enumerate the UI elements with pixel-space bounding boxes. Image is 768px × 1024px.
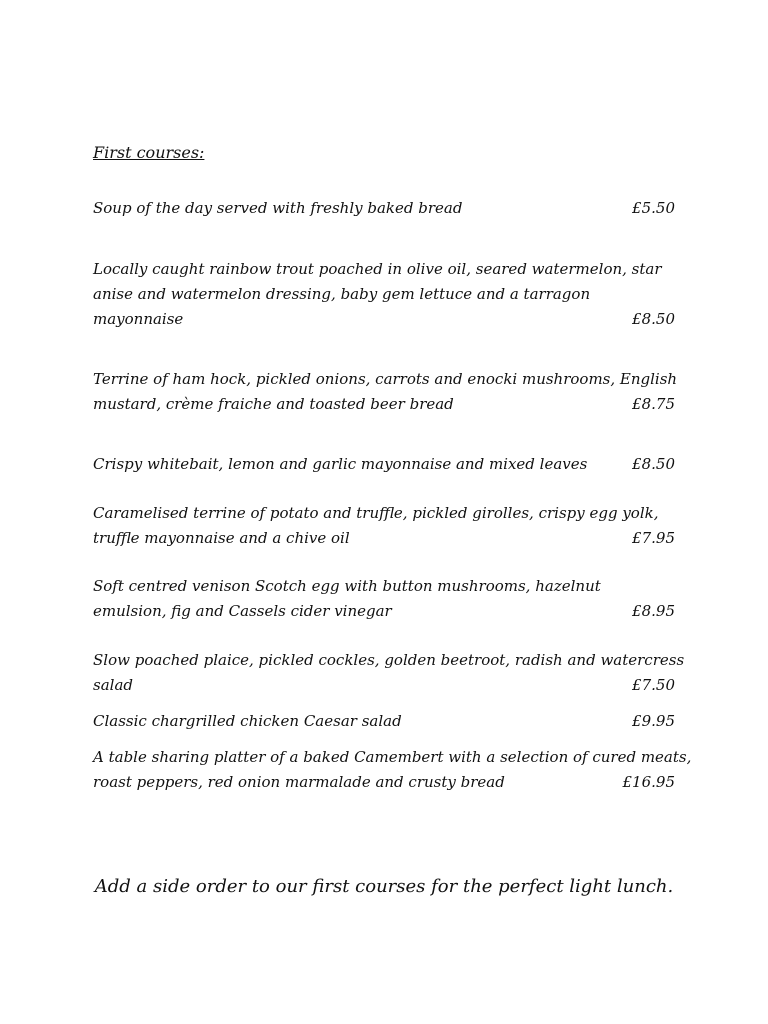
- menu-item-description-line: Caramelised terrine of potato and truffle, pickled girolles, crispy egg yolk,: [93, 504, 659, 522]
- menu-item-description-line: mayonnaise: [93, 310, 184, 328]
- menu-item-description-line: Soup of the day served with freshly baked bread: [93, 199, 463, 217]
- menu-item-price: £16.95: [622, 773, 675, 791]
- menu-item-price: £8.75: [632, 395, 675, 413]
- menu-item: [93, 574, 675, 624]
- menu-item: [93, 709, 675, 734]
- menu-item-price: £8.95: [632, 602, 675, 620]
- menu-item-description-line: salad: [93, 676, 133, 694]
- menu-item-description-line: mustard, crème fraiche and toasted beer bread: [93, 395, 454, 413]
- menu-item-description-line: Crispy whitebait, lemon and garlic mayonnaise and mixed leaves: [93, 455, 588, 473]
- menu-item-price: £7.95: [632, 529, 675, 547]
- menu-item-price: £8.50: [632, 455, 675, 473]
- menu-item-price: £5.50: [632, 199, 675, 217]
- menu-item-description-line: Locally caught rainbow trout poached in olive oil, seared watermelon, star: [93, 260, 662, 278]
- menu-item-description-line: A table sharing platter of a baked Camembert with a selection of cured meats,: [93, 748, 692, 766]
- menu-item: [93, 745, 692, 795]
- menu-item-description-line: emulsion, fig and Cassels cider vinegar: [93, 602, 392, 620]
- menu-item-description-line: Slow poached plaice, pickled cockles, golden beetroot, radish and watercress: [93, 651, 685, 669]
- section-heading: First courses:: [93, 143, 205, 162]
- menu-item-description-line: truffle mayonnaise and a chive oil: [93, 529, 350, 547]
- menu-item: [93, 452, 675, 477]
- menu-item: [93, 367, 678, 417]
- menu-item-price: £7.50: [632, 676, 675, 694]
- menu-item-description-line: Classic chargrilled chicken Caesar salad: [93, 712, 402, 730]
- menu-item-description-line: Soft centred venison Scotch egg with button mushrooms, hazelnut: [93, 577, 601, 595]
- footer-note: Add a side order to our first courses for the perfect light lunch.: [94, 876, 674, 897]
- menu-item: [93, 196, 675, 221]
- menu-item-description-line: Terrine of ham hock, pickled onions, carrots and enocki mushrooms, English: [93, 370, 678, 388]
- menu-item: [93, 648, 685, 698]
- menu-item: [93, 257, 675, 332]
- menu-item-description-line: roast peppers, red onion marmalade and crusty bread: [93, 773, 505, 791]
- menu-item-description-line: anise and watermelon dressing, baby gem lettuce and a tarragon: [93, 285, 591, 303]
- menu-item: [93, 501, 675, 551]
- menu-item-price: £9.95: [632, 712, 675, 730]
- menu-item-price: £8.50: [632, 310, 675, 328]
